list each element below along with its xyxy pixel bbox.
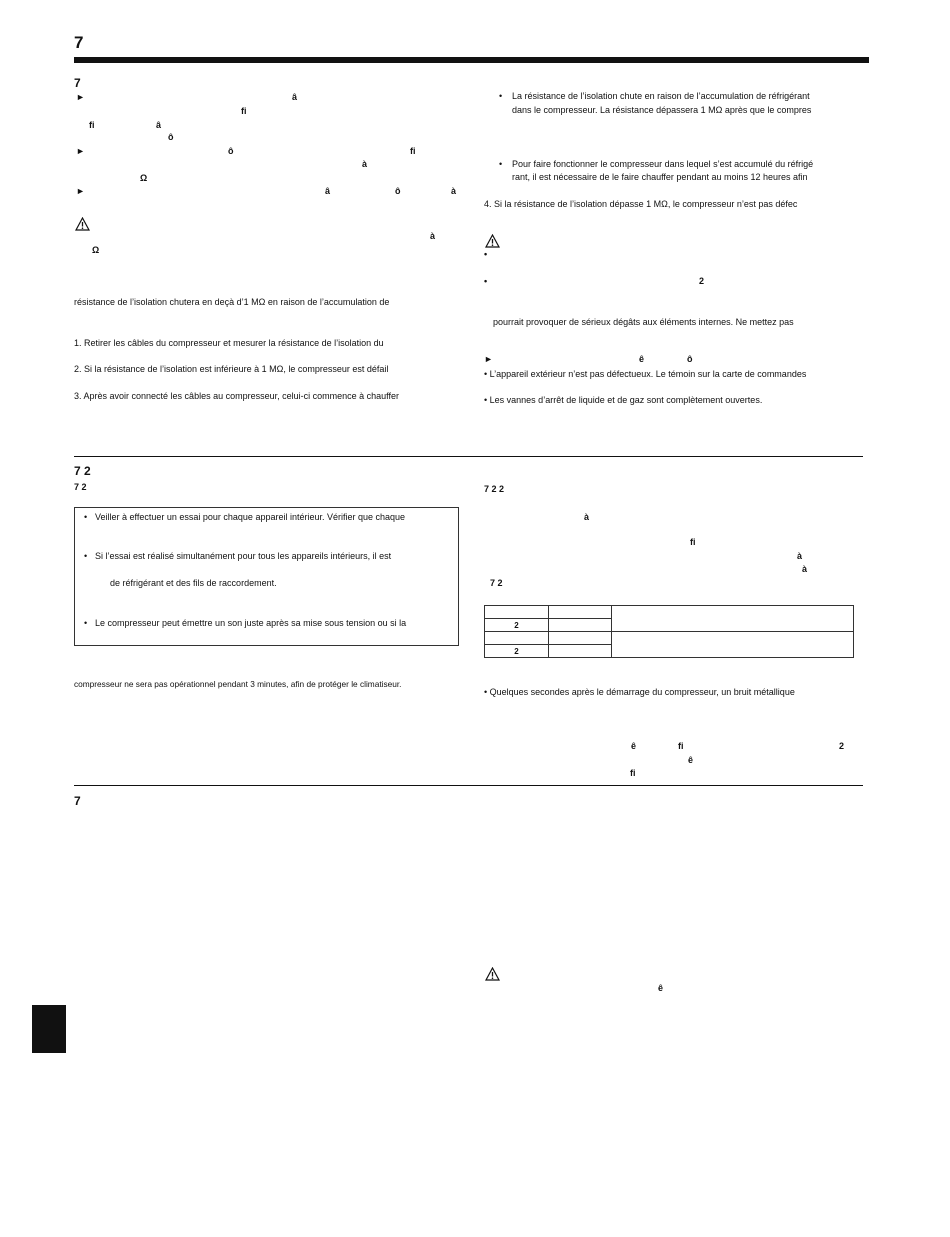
bullet-dot: •: [499, 159, 503, 169]
table-cell: 2: [485, 645, 549, 658]
glyph: 2: [839, 741, 845, 751]
box-item: Veiller à effectuer un essai pour chaque appareil intérieur. Vérifier que chaque: [95, 512, 406, 522]
header-rule: [74, 57, 869, 63]
body-paragraph: résistance de l’isolation chutera en deçà d’1 MΩ en raison de l’accumulation de: [74, 297, 390, 307]
glyph: ô: [168, 132, 174, 142]
glyph: ê: [658, 983, 664, 993]
glyph: 2: [699, 276, 705, 286]
glyph: fi: [678, 741, 684, 751]
arrow-marker: ►: [76, 92, 85, 102]
table-cell: [485, 632, 549, 645]
bullet-text: La résistance de l’isolation chute en raison de l’accumulation de réfrigérant: [512, 91, 810, 101]
arrow-marker: ►: [484, 354, 493, 364]
glyph: fi: [410, 146, 416, 156]
bullet-text: • Quelques secondes après le démarrage du compresseur, un bruit métallique: [484, 687, 795, 697]
table-cell: 2: [485, 619, 549, 632]
table-row: [485, 606, 854, 619]
step-1: 1. Retirer les câbles du compresseur et mesurer la résistance de l’isolation du: [74, 338, 384, 348]
glyph: à: [362, 159, 368, 169]
section-divider: [74, 456, 863, 457]
glyph: ô: [228, 146, 234, 156]
bullet-dot: •: [84, 512, 88, 522]
glyph: fi: [630, 768, 636, 778]
glyph: Ω: [92, 245, 100, 255]
glyph: à: [430, 231, 436, 241]
glyph: â: [156, 120, 162, 130]
glyph: ê: [639, 354, 645, 364]
note-text: compresseur ne sera pas opérationnel pendant 3 minutes, afin de protéger le climatiseur.: [74, 679, 402, 689]
arrow-marker: ►: [76, 186, 85, 196]
step-2: 2. Si la résistance de l’isolation est inférieure à 1 MΩ, le compresseur est défail: [74, 364, 389, 374]
glyph: ê: [631, 741, 637, 751]
warning-text: pourrait provoquer de sérieux dégâts aux éléments internes. Ne mettez pas: [493, 317, 794, 327]
bullet-dot: •: [84, 618, 88, 628]
bullet-dot: •: [484, 276, 488, 286]
language-tab: [32, 1005, 66, 1053]
glyph: Ω: [140, 173, 148, 183]
box-item: de réfrigérant et des fils de raccordement.: [110, 578, 277, 588]
bullet-text: rant, il est nécessaire de le faire chauffer pendant au moins 12 heures afin: [512, 172, 808, 182]
bullet-dot: •: [484, 249, 488, 259]
subsection-heading: 7: [74, 76, 81, 90]
bullet-dot: •: [499, 91, 503, 101]
table-cell: [549, 619, 612, 632]
glyph: fi: [89, 120, 95, 130]
glyph: à: [451, 186, 457, 196]
section-heading: 7: [74, 794, 81, 808]
section-heading-7-2: 7 2: [74, 464, 91, 478]
table-row: [485, 632, 854, 645]
subheading-7-2-2: 7 2 2: [484, 484, 505, 494]
check-item: • Les vannes d’arrêt de liquide et de gaz sont complètement ouvertes.: [484, 395, 763, 405]
bullet-text: Pour faire fonctionner le compresseur dans lequel s’est accumulé du réfrigé: [512, 159, 814, 169]
bullet-text: dans le compresseur. La résistance dépassera 1 MΩ après que le compres: [512, 105, 812, 115]
status-table: [484, 605, 854, 658]
section-divider: [74, 785, 863, 786]
box-item: Si l’essai est réalisé simultanément pour tous les appareils intérieurs, il est: [95, 551, 392, 561]
arrow-marker: ►: [76, 146, 85, 156]
glyph: fi: [241, 106, 247, 116]
table-cell: [612, 632, 854, 658]
glyph: â: [325, 186, 331, 196]
section-number: 7: [74, 33, 84, 52]
box-item: Le compresseur peut émettre un son juste après sa mise sous tension ou si la: [95, 618, 407, 628]
glyph: â: [292, 92, 298, 102]
glyph: 7 2: [490, 578, 503, 588]
glyph: ô: [687, 354, 693, 364]
glyph: ê: [688, 755, 694, 765]
subheading-7-2: 7 2: [74, 482, 87, 492]
glyph: à: [802, 564, 808, 574]
glyph: ô: [395, 186, 401, 196]
table-cell: [612, 606, 854, 632]
check-item: • L’appareil extérieur n’est pas défectueux. Le témoin sur la carte de commandes: [484, 369, 807, 379]
glyph: à: [797, 551, 803, 561]
warning-icon: [485, 967, 500, 981]
step-3: 3. Après avoir connecté les câbles au compresseur, celui-ci commence à chauffer: [74, 391, 399, 401]
glyph: fi: [690, 537, 696, 547]
warning-icon: [75, 217, 90, 231]
warning-icon: [485, 234, 500, 248]
bullet-dot: •: [84, 551, 88, 561]
glyph: à: [584, 512, 590, 522]
table-cell: [549, 606, 612, 619]
table-cell: [549, 645, 612, 658]
table-cell: [485, 606, 549, 619]
step-4: 4. Si la résistance de l’isolation dépasse 1 MΩ, le compresseur n’est pas défec: [484, 199, 798, 209]
table-cell: [549, 632, 612, 645]
